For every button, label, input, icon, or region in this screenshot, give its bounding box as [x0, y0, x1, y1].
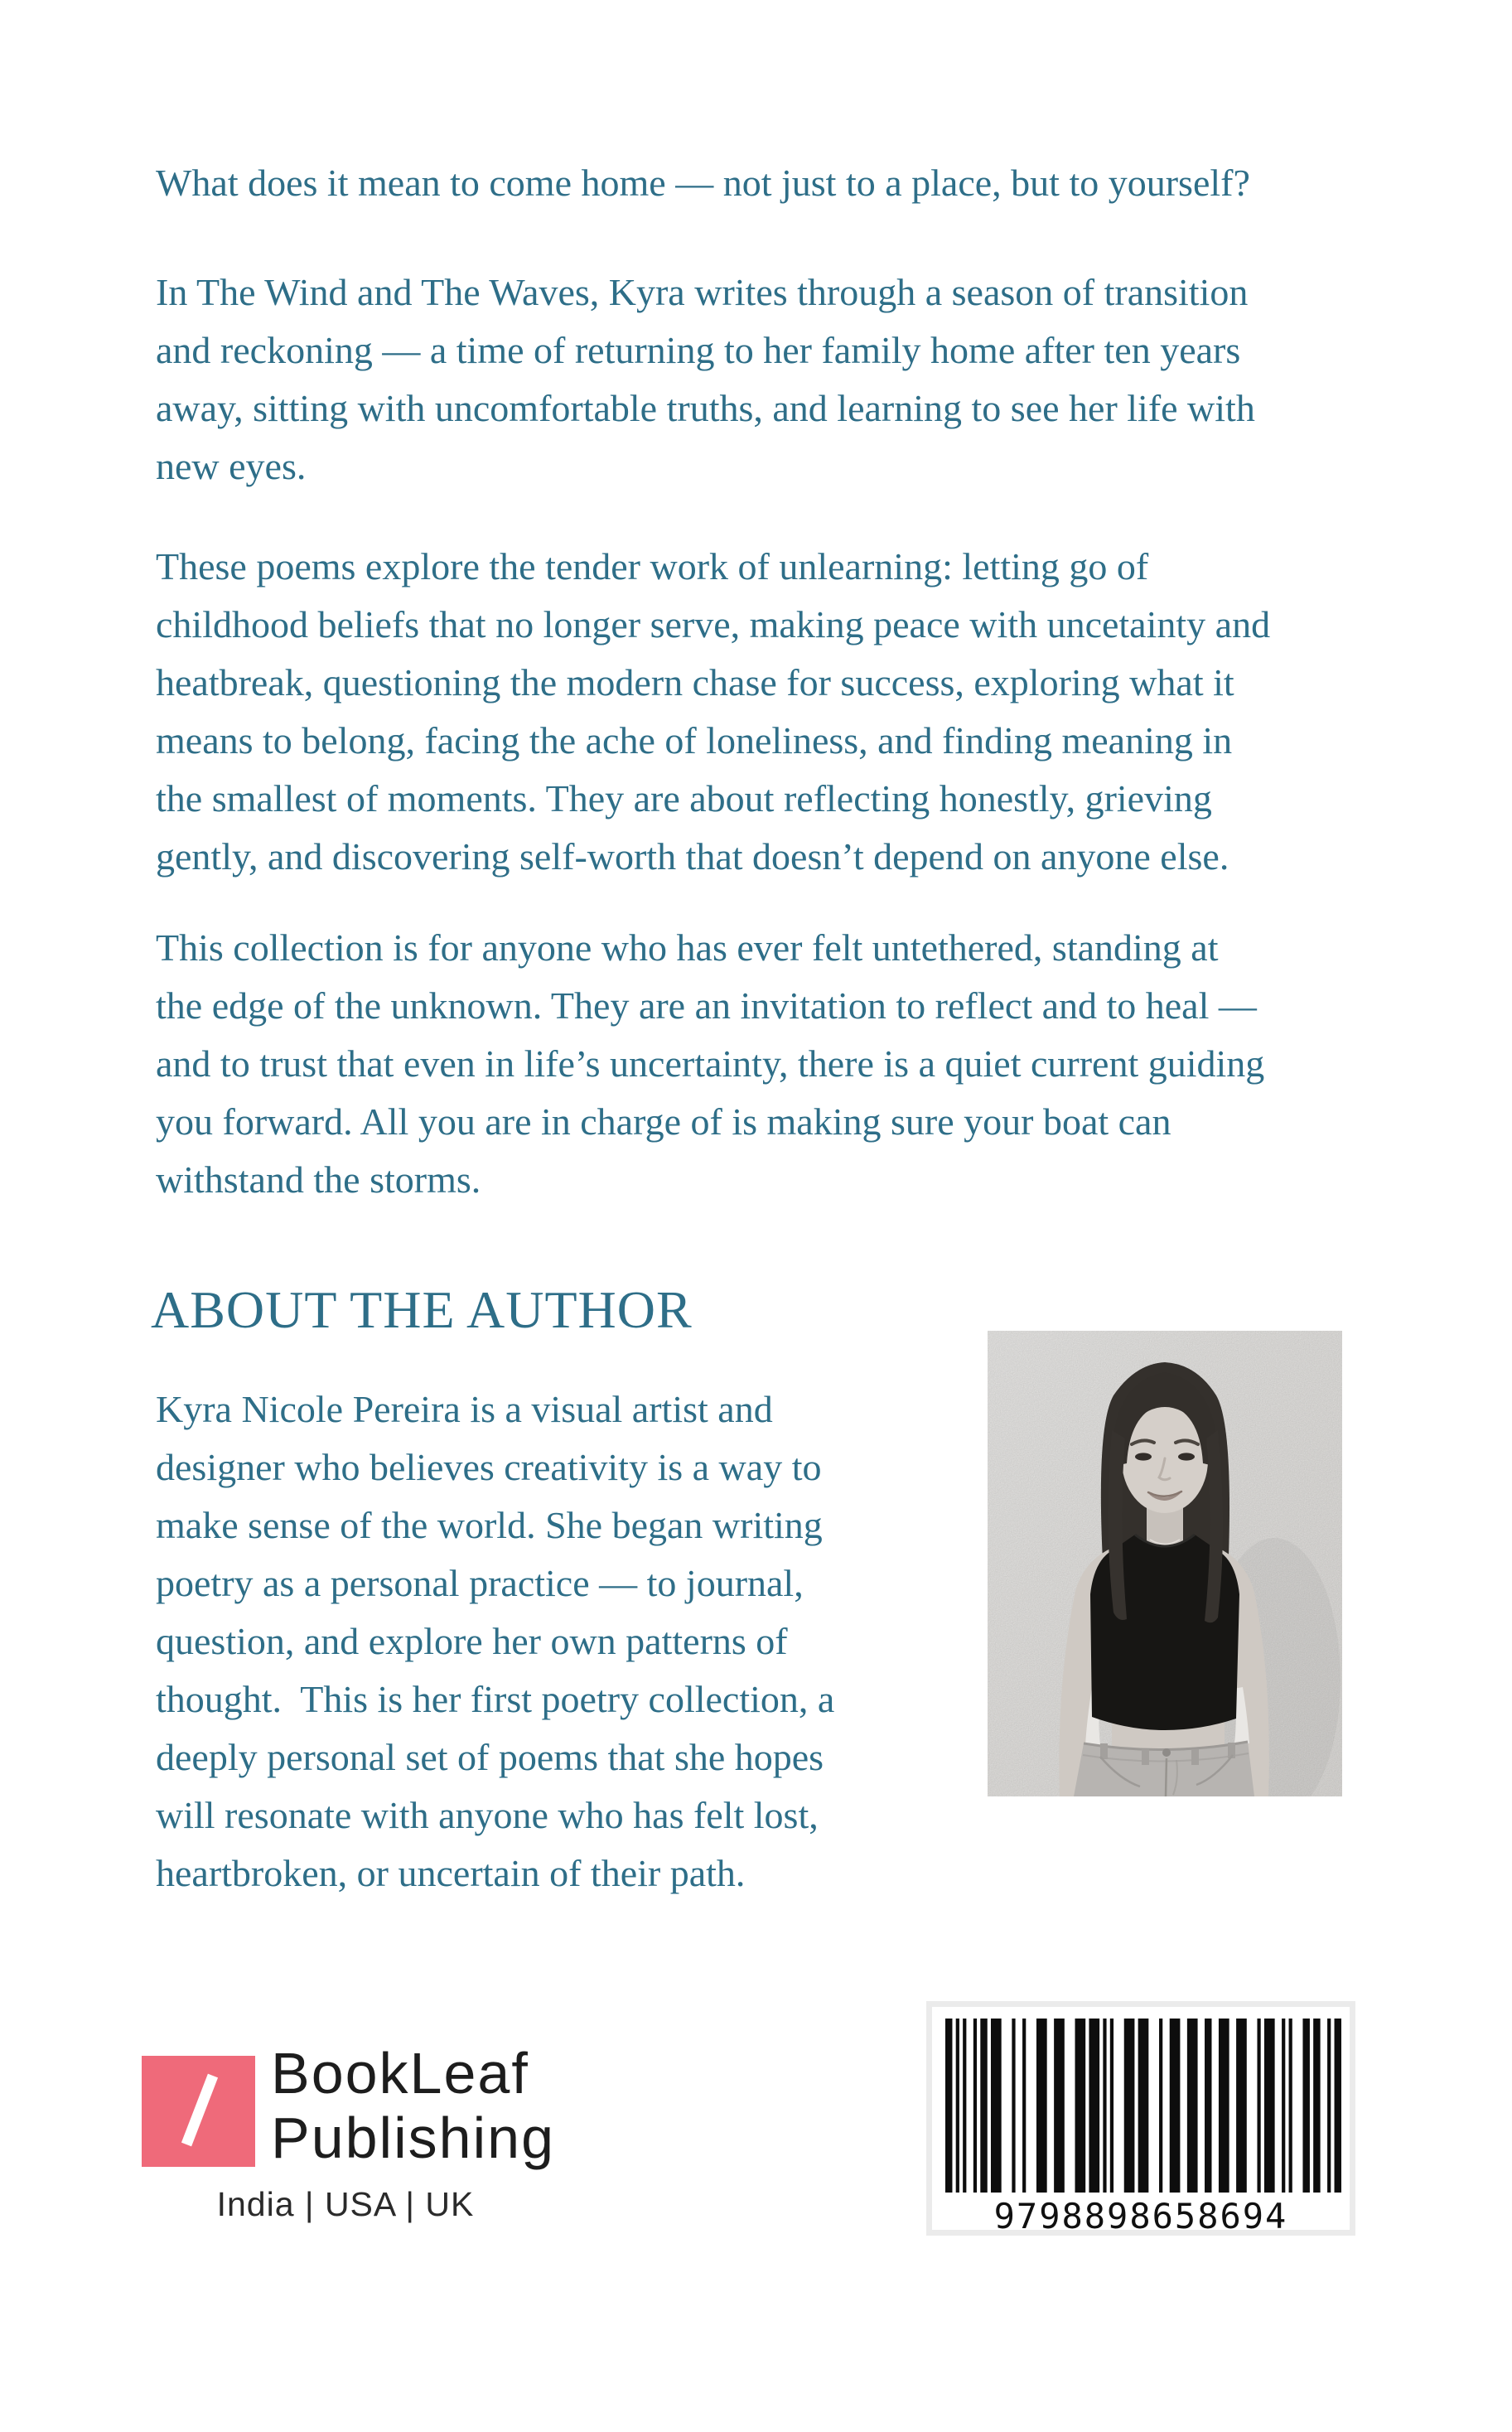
barcode-bar: [1219, 2019, 1229, 2193]
barcode-bar: [1089, 2019, 1099, 2193]
synopsis-line: and reckoning — a time of returning to her family home after ten years: [156, 329, 1241, 371]
barcode-bars: [945, 2019, 1364, 2193]
barcode-bar: [1282, 2019, 1285, 2193]
barcode-bar: [980, 2019, 987, 2193]
barcode-bar: [991, 2019, 1002, 2193]
barcode-bar: [1187, 2019, 1198, 2193]
synopsis-paragraph-2: [156, 264, 1398, 496]
publisher-name-line1: BookLeaf: [271, 2041, 529, 2106]
synopsis-line: heatbreak, questioning the modern chase for success, exploring what it: [156, 661, 1234, 703]
synopsis-line: away, sitting with uncomfortable truths, and learning to see her life with: [156, 387, 1255, 429]
isbn-barcode: [926, 2001, 1355, 2236]
synopsis-line: What does it mean to come home — not just to a place, but to yourself?: [156, 162, 1250, 204]
synopsis-line: These poems explore the tender work of unlearning: letting go of: [156, 545, 1149, 587]
synopsis-paragraph-1: [156, 154, 1398, 212]
barcode-bar: [945, 2019, 952, 2193]
barcode-bar: [1257, 2019, 1260, 2193]
bio-line: will resonate with anyone who has felt lost,: [156, 1794, 819, 1836]
publisher-name-line2: Publishing: [271, 2106, 555, 2170]
bio-line: designer who believes creativity is a way to: [156, 1446, 822, 1488]
synopsis-line: gently, and discovering self-worth that doesn’t depend on anyone else.: [156, 835, 1229, 878]
barcode-bar: [1012, 2019, 1015, 2193]
synopsis-paragraph-3: [156, 538, 1398, 886]
bio-line: deeply personal set of poems that she hopes: [156, 1736, 824, 1778]
author-photo: [988, 1331, 1342, 1796]
bio-line: Kyra Nicole Pereira is a visual artist and: [156, 1388, 773, 1430]
bio-line: question, and explore her own patterns of: [156, 1620, 788, 1662]
barcode-bar: [1327, 2019, 1331, 2193]
author-bio: [156, 1380, 984, 1903]
slash-icon: [142, 2056, 255, 2167]
synopsis-line: In The Wind and The Waves, Kyra writes through a season of transition: [156, 271, 1249, 313]
about-the-author-heading: ABOUT THE AUTHOR: [151, 1280, 693, 1339]
barcode-bar: [1289, 2019, 1292, 2193]
barcode-bar: [1124, 2019, 1135, 2193]
barcode-bar: [1138, 2019, 1149, 2193]
barcode-bar: [1110, 2019, 1113, 2193]
barcode-bar: [963, 2019, 966, 2193]
barcode-number: 9798898658694: [993, 2196, 1288, 2236]
bio-line: poetry as a personal practice — to journal,: [156, 1562, 804, 1604]
synopsis-line: the smallest of moments. They are about reflecting honestly, grieving: [156, 777, 1212, 820]
barcode-bar: [1022, 2019, 1026, 2193]
synopsis-line: new eyes.: [156, 445, 307, 487]
publisher-name: [271, 2041, 555, 2170]
synopsis-paragraph-4: [156, 919, 1398, 1209]
synopsis-line: withstand the storms.: [156, 1158, 481, 1201]
barcode-bar: [1103, 2019, 1106, 2193]
publisher-regions: India | USA | UK: [216, 2185, 475, 2223]
barcode-bar: [1075, 2019, 1086, 2193]
barcode-bar: [1236, 2019, 1247, 2193]
synopsis-line: This collection is for anyone who has ever felt untethered, standing at: [156, 926, 1219, 969]
bio-line: heartbroken, or uncertain of their path.: [156, 1852, 746, 1894]
barcode-bar: [1313, 2019, 1320, 2193]
synopsis-line: you forward. All you are in charge of is making sure your boat can: [156, 1100, 1171, 1143]
barcode-bar: [1036, 2019, 1047, 2193]
barcode-bar: [1264, 2019, 1275, 2193]
barcode-bar: [1302, 2019, 1309, 2193]
barcode-bar: [1335, 2019, 1341, 2193]
synopsis-line: means to belong, facing the ache of loneliness, and finding meaning in: [156, 719, 1233, 762]
barcode-bar: [1054, 2019, 1065, 2193]
barcode-bar: [1170, 2019, 1181, 2193]
bio-line: make sense of the world. She began writing: [156, 1504, 823, 1546]
barcode-bar: [956, 2019, 959, 2193]
publisher-logo-mark: [142, 2056, 255, 2167]
synopsis-line: the edge of the unknown. They are an invitation to reflect and to heal —: [156, 984, 1257, 1027]
synopsis-line: and to trust that even in life’s uncertainty, there is a quiet current guiding: [156, 1042, 1265, 1085]
bio-line: thought. This is her first poetry collection, a: [156, 1678, 835, 1720]
synopsis-line: childhood beliefs that no longer serve, making peace with uncetainty and: [156, 603, 1271, 645]
barcode-bar: [1205, 2019, 1211, 2193]
barcode-bar: [973, 2019, 977, 2193]
barcode-bar: [1159, 2019, 1162, 2193]
